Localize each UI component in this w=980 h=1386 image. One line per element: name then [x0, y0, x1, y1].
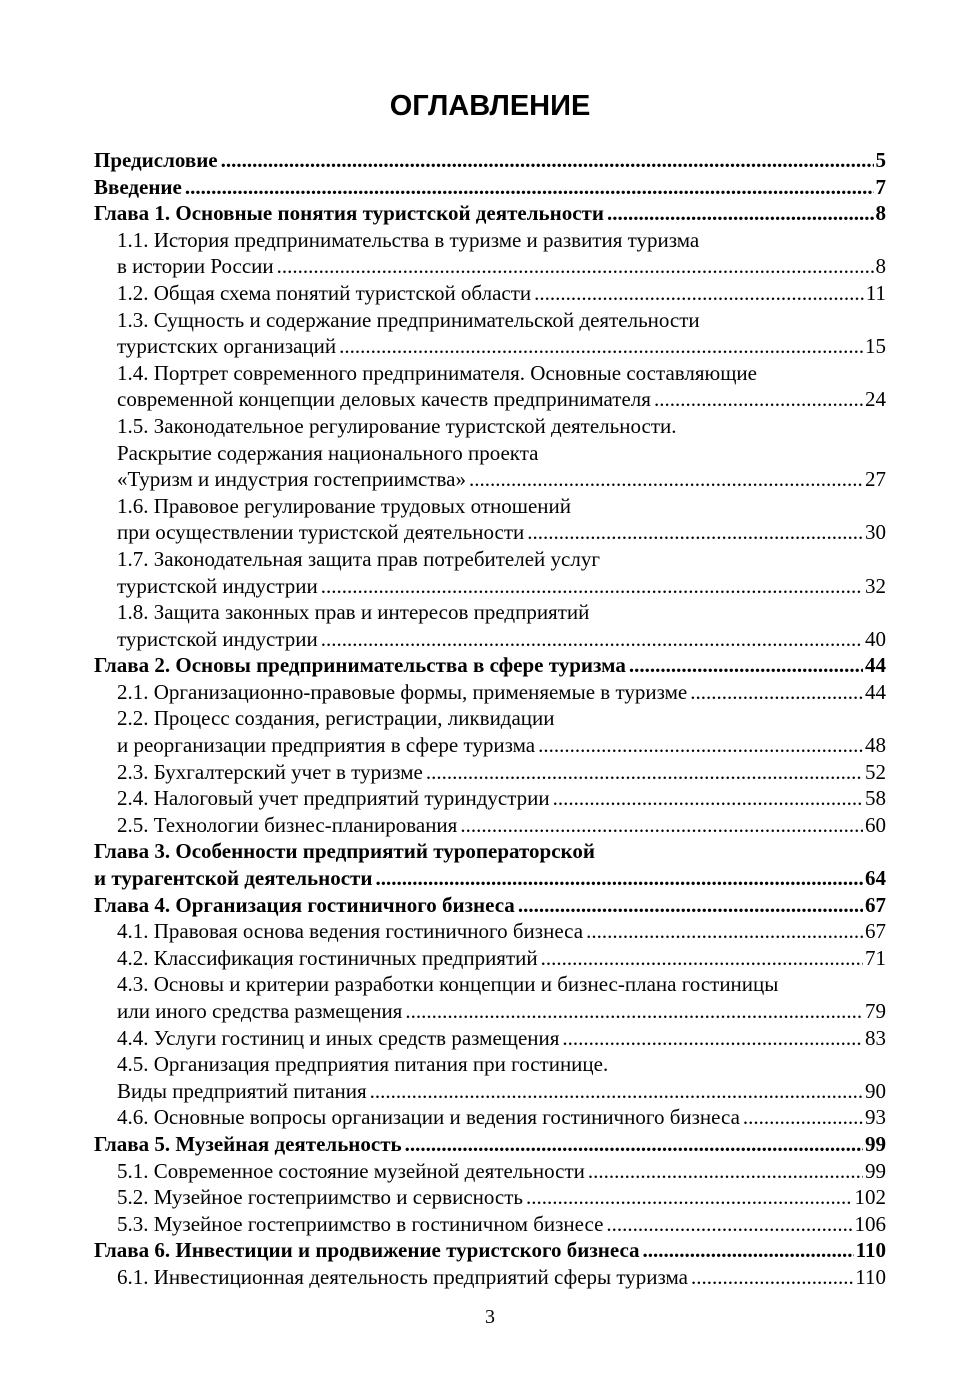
dot-leader	[553, 785, 863, 812]
toc-entry-line	[94, 892, 886, 919]
toc-section-entry[interactable]	[94, 546, 886, 599]
toc-page-number: 64	[865, 866, 886, 891]
toc-entry-line	[94, 945, 886, 972]
toc-entry-title: 2.1. Организационно-правовые формы, применяемые в туризме	[117, 679, 688, 704]
toc-page-number: 99	[865, 1131, 886, 1156]
toc-entry-line	[94, 679, 886, 706]
toc-page-number: 110	[855, 1264, 886, 1289]
toc-entry-line	[94, 360, 886, 387]
toc-chapter-entry[interactable]	[94, 652, 886, 679]
dot-leader	[469, 466, 863, 493]
toc-page-number: 5	[875, 148, 886, 172]
toc-section-entry[interactable]	[94, 812, 886, 839]
toc-page-number: 67	[865, 919, 886, 944]
toc-section-entry[interactable]	[94, 599, 886, 652]
toc-entry-title: при осуществлении туристской деятельности	[117, 520, 525, 545]
toc-entry-title: 2.5. Технологии бизнес-планирования	[117, 812, 458, 837]
dot-leader	[370, 1078, 863, 1105]
dot-leader	[607, 200, 874, 227]
toc-entry-line	[94, 971, 886, 998]
toc-page-number: 27	[865, 467, 886, 492]
dot-leader	[526, 1184, 853, 1211]
toc-entry-line	[94, 493, 886, 520]
toc-entry-line	[94, 812, 886, 839]
dot-leader	[629, 652, 863, 679]
toc-entry-title: Глава 1. Основные понятия туристской деятельности	[94, 201, 604, 226]
toc-entry-line	[94, 546, 886, 573]
toc-entry-line	[94, 1131, 886, 1158]
dot-leader	[321, 626, 863, 653]
dot-leader	[588, 1158, 863, 1185]
toc-entry-title: 1.3. Сущность и содержание предпринимательской деятельности	[117, 307, 700, 332]
toc-entry-title: Глава 4. Организация гостиничного бизнеса	[94, 892, 515, 917]
dot-leader	[527, 519, 863, 546]
toc-entry-title: Глава 2. Основы предпринимательства в сфере туризма	[94, 653, 626, 678]
toc-entry-title: и реорганизации предприятия в сфере туризма	[117, 733, 536, 758]
toc-section-entry[interactable]	[94, 1184, 886, 1211]
page-number: 3	[485, 1306, 495, 1328]
toc-entry-title: Раскрытие содержания национального проекта	[117, 440, 539, 465]
toc-entry-line	[94, 1184, 886, 1211]
toc-section-entry[interactable]	[94, 705, 886, 758]
toc-page-number: 79	[865, 999, 886, 1023]
toc-section-entry[interactable]	[94, 1025, 886, 1052]
toc-section-entry[interactable]	[94, 759, 886, 786]
dot-leader	[538, 732, 863, 759]
toc-entry-title: туристской индустрии	[117, 626, 318, 651]
toc-page-number: 7	[875, 174, 886, 199]
dot-leader	[562, 1025, 863, 1052]
toc-entry-title: 2.4. Налоговый учет предприятий туриндустрии	[117, 786, 550, 811]
toc-entry-title: Виды предприятий питания	[117, 1078, 367, 1103]
toc-entry-line	[94, 280, 886, 307]
toc-entry-title: или иного средства размещения	[117, 999, 403, 1023]
toc-entry-title: Введение	[94, 174, 182, 199]
toc-entry-title: 5.1. Современное состояние музейной деятельности	[117, 1158, 585, 1183]
toc-entry-line	[94, 333, 886, 360]
toc-entry-line	[94, 307, 886, 334]
toc-entry-line	[94, 918, 886, 945]
toc-page-number: 90	[865, 1078, 886, 1103]
toc-page-number: 15	[865, 334, 886, 359]
toc-section-entry[interactable]	[94, 493, 886, 546]
toc-entry-line	[94, 998, 886, 1025]
toc-entry-title: туристских организаций	[117, 334, 337, 359]
toc-section-entry[interactable]	[94, 785, 886, 812]
dot-leader	[690, 679, 863, 706]
toc-section-entry[interactable]	[94, 1211, 886, 1238]
toc-section-entry[interactable]	[94, 1264, 886, 1291]
toc-section-entry[interactable]	[94, 280, 886, 307]
toc-section-entry[interactable]	[94, 1104, 886, 1131]
toc-entry-title: 4.4. Услуги гостиниц и иных средств размещения	[117, 1025, 560, 1050]
table-of-contents	[94, 147, 886, 1291]
toc-entry-title: Предисловие	[94, 148, 218, 172]
toc-entry-line	[94, 838, 886, 865]
toc-entry-line	[94, 519, 886, 546]
toc-entry-line	[94, 705, 886, 732]
toc-section-entry[interactable]	[94, 918, 886, 945]
toc-page-number: 106	[854, 1211, 886, 1236]
toc-entry-line	[94, 1158, 886, 1185]
toc-entry-line	[94, 1237, 886, 1264]
toc-entry-title: 1.2. Общая схема понятий туристской области	[117, 280, 532, 305]
toc-entry-title: 4.6. Основные вопросы организации и ведения гостиничного бизнеса	[117, 1105, 740, 1130]
toc-entry-title: туристской индустрии	[117, 573, 318, 598]
toc-section-entry[interactable]	[94, 307, 886, 360]
toc-entry-title: современной концепции деловых качеств предпринимателя	[117, 387, 651, 412]
toc-page-number: 60	[865, 812, 886, 837]
toc-entry-line	[94, 440, 886, 467]
toc-entry-title: 1.7. Законодательная защита прав потребителей услуг	[117, 546, 600, 571]
toc-entry-line	[94, 174, 886, 201]
toc-page-number: 24	[865, 387, 886, 412]
toc-entry-line	[94, 253, 886, 280]
toc-entry-line	[94, 785, 886, 812]
toc-entry-title: 2.2. Процесс создания, регистрации, ликвидации	[117, 706, 555, 731]
toc-entry-title: 4.3. Основы и критерии разработки концепции и бизнес-плана гостиницы	[117, 972, 779, 997]
toc-entry-title: в истории России	[117, 254, 274, 279]
dot-leader	[743, 1104, 863, 1131]
toc-entry-line	[94, 1025, 886, 1052]
toc-entry-title: Глава 3. Особенности предприятий туроператорской	[94, 839, 595, 864]
toc-section-entry[interactable]	[94, 971, 886, 1024]
toc-chapter-entry[interactable]	[94, 200, 886, 227]
toc-entry-line	[94, 1051, 886, 1078]
dot-leader	[405, 1131, 863, 1158]
toc-page-number: 32	[865, 573, 886, 598]
toc-section-entry[interactable]	[94, 413, 886, 493]
dot-leader	[654, 386, 863, 413]
toc-page-number: 99	[865, 1158, 886, 1183]
toc-page-number: 44	[865, 679, 886, 704]
dot-leader	[606, 1211, 852, 1238]
toc-chapter-entry[interactable]	[94, 147, 886, 174]
toc-entry-title: 2.3. Бухгалтерский учет в туризме	[117, 759, 423, 784]
toc-entry-title: 4.5. Организация предприятия питания при гостинице.	[117, 1052, 609, 1077]
toc-entry-line	[94, 599, 886, 626]
toc-page-number: 110	[855, 1238, 886, 1263]
toc-chapter-entry[interactable]	[94, 174, 886, 201]
toc-page-number: 93	[865, 1105, 886, 1130]
toc-page-number: 71	[865, 945, 886, 970]
toc-entry-title: 1.8. Защита законных прав и интересов предприятий	[117, 600, 590, 625]
dot-leader	[643, 1237, 854, 1264]
toc-entry-line	[94, 227, 886, 254]
dot-leader	[277, 253, 874, 280]
toc-entry-title: Глава 5. Музейная деятельность	[94, 1131, 402, 1156]
toc-entry-title: 1.5. Законодательное регулирование туристской деятельности.	[117, 413, 677, 438]
toc-entry-line	[94, 652, 886, 679]
dot-leader	[375, 865, 863, 892]
dot-leader	[460, 812, 863, 839]
dot-leader	[185, 174, 874, 201]
toc-page-number: 102	[854, 1185, 886, 1210]
toc-entry-title: 1.1. История предпринимательства в туризме и развития туризма	[117, 227, 700, 252]
toc-entry-title: Глава 6. Инвестиции и продвижение туристского бизнеса	[94, 1238, 640, 1263]
toc-page-number: 58	[865, 786, 886, 811]
toc-page-number: 67	[865, 892, 886, 917]
toc-entry-line	[94, 466, 886, 493]
toc-entry-line	[94, 573, 886, 600]
toc-section-entry[interactable]	[94, 945, 886, 972]
toc-entry-title: 4.1. Правовая основа ведения гостиничного бизнеса	[117, 919, 584, 944]
dot-leader	[534, 280, 864, 307]
toc-entry-line	[94, 1078, 886, 1105]
toc-entry-line	[94, 200, 886, 227]
toc-entry-line	[94, 626, 886, 653]
toc-entry-title: 5.3. Музейное гостеприимство в гостиничном бизнесе	[117, 1211, 604, 1236]
page-title: ОГЛАВЛЕНИЕ	[389, 90, 591, 122]
toc-entry-line	[94, 413, 886, 440]
toc-entry-title: 1.6. Правовое регулирование трудовых отношений	[117, 493, 571, 518]
dot-leader	[321, 573, 863, 600]
toc-page-number: 8	[875, 254, 886, 279]
toc-section-entry[interactable]	[94, 1051, 886, 1104]
toc-entry-line	[94, 386, 886, 413]
toc-page-number: 40	[865, 626, 886, 651]
toc-entry-title: 1.4. Портрет современного предпринимателя. Основные составляющие	[117, 360, 757, 385]
dot-leader	[541, 945, 863, 972]
toc-page-number: 11	[865, 280, 886, 305]
toc-page-number: 44	[865, 653, 886, 678]
toc-entry-title: 5.2. Музейное гостеприимство и сервисность	[117, 1185, 523, 1210]
toc-entry-title: 6.1. Инвестиционная деятельность предприятий сферы туризма	[117, 1264, 688, 1289]
toc-entry-line	[94, 147, 886, 174]
toc-entry-line	[94, 1104, 886, 1131]
toc-chapter-entry[interactable]	[94, 1237, 886, 1264]
toc-entry-line	[94, 865, 886, 892]
toc-entry-title: 4.2. Классификация гостиничных предприятий	[117, 945, 538, 970]
toc-page-number: 8	[875, 201, 886, 226]
toc-chapter-entry[interactable]	[94, 892, 886, 919]
toc-entry-title: «Туризм и индустрия гостеприимства»	[117, 467, 467, 492]
toc-page-number: 30	[865, 520, 886, 545]
toc-page-number: 83	[865, 1025, 886, 1050]
toc-page-number: 48	[865, 733, 886, 758]
toc-entry-title: и турагентской деятельности	[94, 866, 373, 891]
toc-section-entry[interactable]	[94, 227, 886, 280]
toc-section-entry[interactable]	[94, 679, 886, 706]
toc-section-entry[interactable]	[94, 360, 886, 413]
dot-leader	[518, 892, 863, 919]
dot-leader	[691, 1264, 853, 1291]
dot-leader	[339, 333, 863, 360]
dot-leader	[405, 998, 863, 1025]
toc-entry-line	[94, 732, 886, 759]
toc-entry-line	[94, 759, 886, 786]
dot-leader	[586, 918, 863, 945]
toc-entry-line	[94, 1264, 886, 1291]
dot-leader	[426, 759, 863, 786]
toc-chapter-entry[interactable]	[94, 1131, 886, 1158]
toc-chapter-entry[interactable]	[94, 838, 886, 891]
dot-leader	[221, 147, 874, 174]
toc-page-number: 52	[865, 759, 886, 784]
toc-entry-line	[94, 1211, 886, 1238]
toc-section-entry[interactable]	[94, 1158, 886, 1185]
